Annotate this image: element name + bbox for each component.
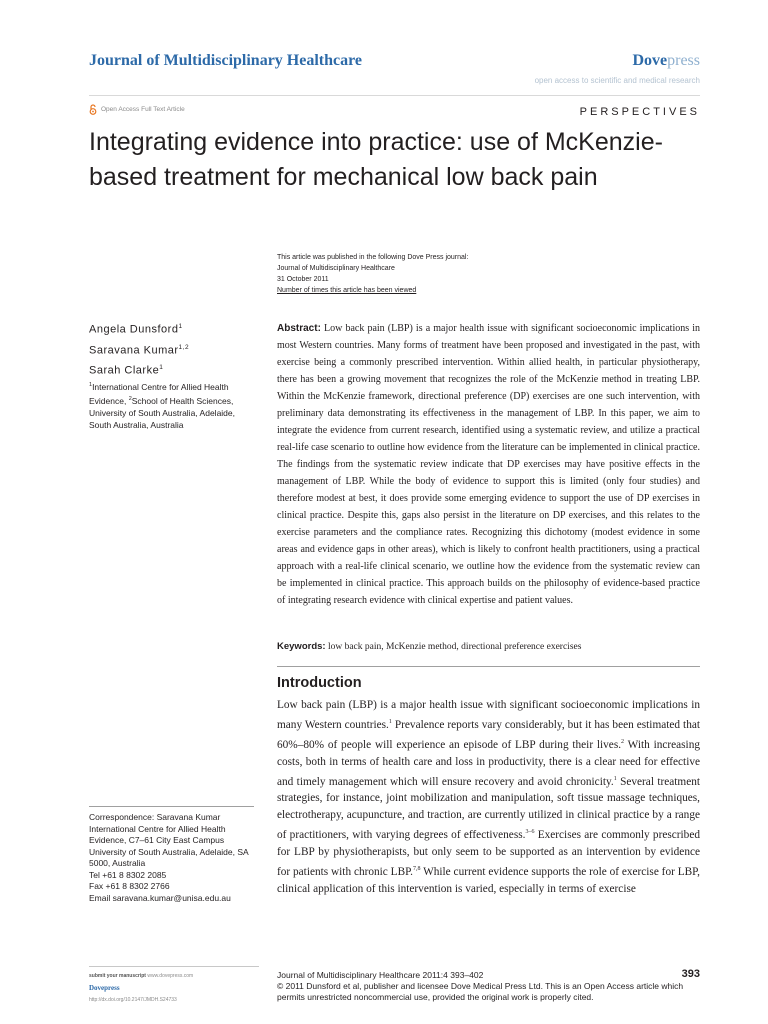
publication-info xyxy=(277,252,468,296)
abstract-divider xyxy=(277,666,700,667)
footer-dovepress-logo: Dovepress xyxy=(89,984,120,992)
dovepress-logo xyxy=(632,52,700,70)
correspondence-divider xyxy=(89,806,254,807)
doi-link[interactable]: http://dx.doi.org/10.2147/JMDH.S24733 xyxy=(89,997,177,1003)
author-list xyxy=(89,318,189,380)
views-link[interactable]: Number of times this article has been viewed xyxy=(277,287,417,294)
corr-line: Fax +61 8 8302 2766 xyxy=(89,881,170,891)
corr-line: Tel +61 8 8302 2085 xyxy=(89,869,167,880)
affiliations xyxy=(89,379,254,431)
author xyxy=(89,359,189,380)
article-title: Integrating evidence into practice: use of McKenzie-based treatment for mechanical low back pain xyxy=(89,128,663,191)
corr-line: Correspondence: Saravana Kumar xyxy=(89,812,221,822)
footer-left xyxy=(89,970,193,1006)
citation-ref[interactable]: 1 xyxy=(388,719,392,725)
affil-mark: 1 xyxy=(89,382,93,388)
intro-text: While current evidence supports the role of exercise for LBP, clinical application of this intervention is varied, especially in terms of exercise xyxy=(277,865,700,895)
journal-name: Journal of Multidisciplinary Healthcare xyxy=(89,52,363,69)
affil-mark: 2 xyxy=(128,395,132,402)
section-label: PERSPECTIVES xyxy=(579,106,700,118)
keywords-label: Keywords: xyxy=(277,641,326,652)
keywords xyxy=(277,640,700,654)
open-access-badge xyxy=(89,104,185,115)
pub-date: 31 October 2011 xyxy=(277,276,329,283)
abstract-text: Low back pain (LBP) is a major health issue with significant socioeconomic implications in most Western countries. Many forms of treatment have been proposed and investigated in the past, with exercise being a commonly prescribed intervention. Within allied health, in particular physiotherapy, there has been a growing movement that recognizes the role of the McKenzie method in treating LBP. Within the McKenzie framework, directional preference (DP) exercises are one such intervention, with preliminary data demonstrating its effectiveness in the management of LBP. In this paper, we aim to integrate the evidence from current research, identified using a systematic review, and utilize a practical real-life case scenario to outline how evidence from the literature can be implemented in clinical practice. The findings from the systematic review indicate that DP exercises may have positive effects in the management of LBP. While the body of evidence to support this is limited (only four studies) and therefore modest at best, it does provide some emerging evidence to support the use of DP exercises in clinical practice. Despite this, gaps also persist in the literature on DP exercises, and this relates to the exercise parameters and the compliance rates. Recognizing this dichotomy (modest evidence in some areas and evidence gaps in other areas), which is likely to confront health practitioners, using a practical approach with a real-life clinical scenario, we outline how the evidence from the systematic review can be implemented in clinical practice. This approach builds on the philosophy of evidence-based practice of integrating research evidence with clinical expertise and patient values. xyxy=(277,323,701,606)
citation-ref[interactable]: 7,8 xyxy=(412,866,421,873)
citation-ref[interactable]: 3–6 xyxy=(525,829,535,836)
brand-press: press xyxy=(667,52,700,69)
footer-right xyxy=(277,970,700,1003)
submit-url: www.dovepress.com xyxy=(147,973,194,979)
introduction-heading: Introduction xyxy=(277,675,362,691)
author-name: Saravana Kumar xyxy=(89,344,179,357)
intro-text: Prevalence reports vary considerably, but it has been estimated that 60%–80% of people will experience an episode of LBP during their lives. xyxy=(277,718,700,751)
header-divider xyxy=(89,95,700,96)
author-name: Sarah Clarke xyxy=(89,364,160,377)
intro-text: Low back pain (LBP) is a major health issue with significant socioeconomic implications in many Western countries. xyxy=(277,699,700,731)
intro-text: Several treatment strategies, for instance, joint mobilization and manipulation, soft tissue massage techniques, electrotherapy, acupuncture, and traction, are currently utilized in clinical practice by a range of practitioners, with varying degrees of effectiveness. xyxy=(277,775,700,842)
submit-label: submit your manuscript xyxy=(89,973,146,979)
intro-text: With increasing costs, both in terms of health care and loss in productivity, there is a clear need for effective and timely management which will ensure recovery and avoid chronicity. xyxy=(277,738,700,788)
author-affil: 1 xyxy=(159,364,164,372)
abstract-label: Abstract: xyxy=(277,323,321,334)
footer-divider xyxy=(89,966,259,967)
citation: Journal of Multidisciplinary Healthcare 2011:4 393–402 xyxy=(277,970,484,980)
corr-line: University of South Australia, Adelaide, SA 5000, Australia xyxy=(89,846,249,868)
author-affil: 1 xyxy=(178,323,183,330)
submit-line[interactable] xyxy=(89,970,193,982)
open-access-lock-icon xyxy=(89,104,97,115)
affil-text: International Centre for Allied Health Evidence, xyxy=(89,381,229,406)
affil-text: School of Health Sciences, University of South Australia, Adelaide, South Australia, Australia xyxy=(89,395,235,430)
abstract xyxy=(277,320,700,609)
author xyxy=(89,339,189,360)
intro-text: Exercises are commonly prescribed for LBP by physiotherapists, but only seem to be supported as an intervention by evidence for patients with chronic LBP. xyxy=(277,829,700,878)
brand-dove: Dove xyxy=(632,52,668,69)
pub-journal: Journal of Multidisciplinary Healthcare xyxy=(277,265,395,272)
open-access-label: Open Access Full Text Article xyxy=(101,106,185,113)
pub-line: This article was published in the following Dove Press journal: xyxy=(277,254,469,261)
citation-ref[interactable]: 1 xyxy=(613,775,617,782)
author xyxy=(89,318,189,339)
author-name: Angela Dunsford xyxy=(89,323,179,336)
page-number: 393 xyxy=(681,968,700,980)
brand-tagline: open access to scientific and medical research xyxy=(534,76,700,85)
correspondence xyxy=(89,812,264,904)
introduction-text xyxy=(277,697,700,898)
author-affil: 1,2 xyxy=(178,343,190,351)
corr-email[interactable]: Email saravana.kumar@unisa.edu.au xyxy=(89,892,231,903)
license: © 2011 Dunsford et al, publisher and licensee Dove Medical Press Ltd. This is an Open Access article which permits unrestricted noncommercial use, provided the original work is properly cited. xyxy=(277,981,684,1002)
corr-line: International Centre for Allied Health Evidence, C7–61 City East Campus xyxy=(89,823,226,845)
citation-ref[interactable]: 2 xyxy=(621,738,625,745)
keywords-text: low back pain, McKenzie method, directional preference exercises xyxy=(327,642,582,652)
